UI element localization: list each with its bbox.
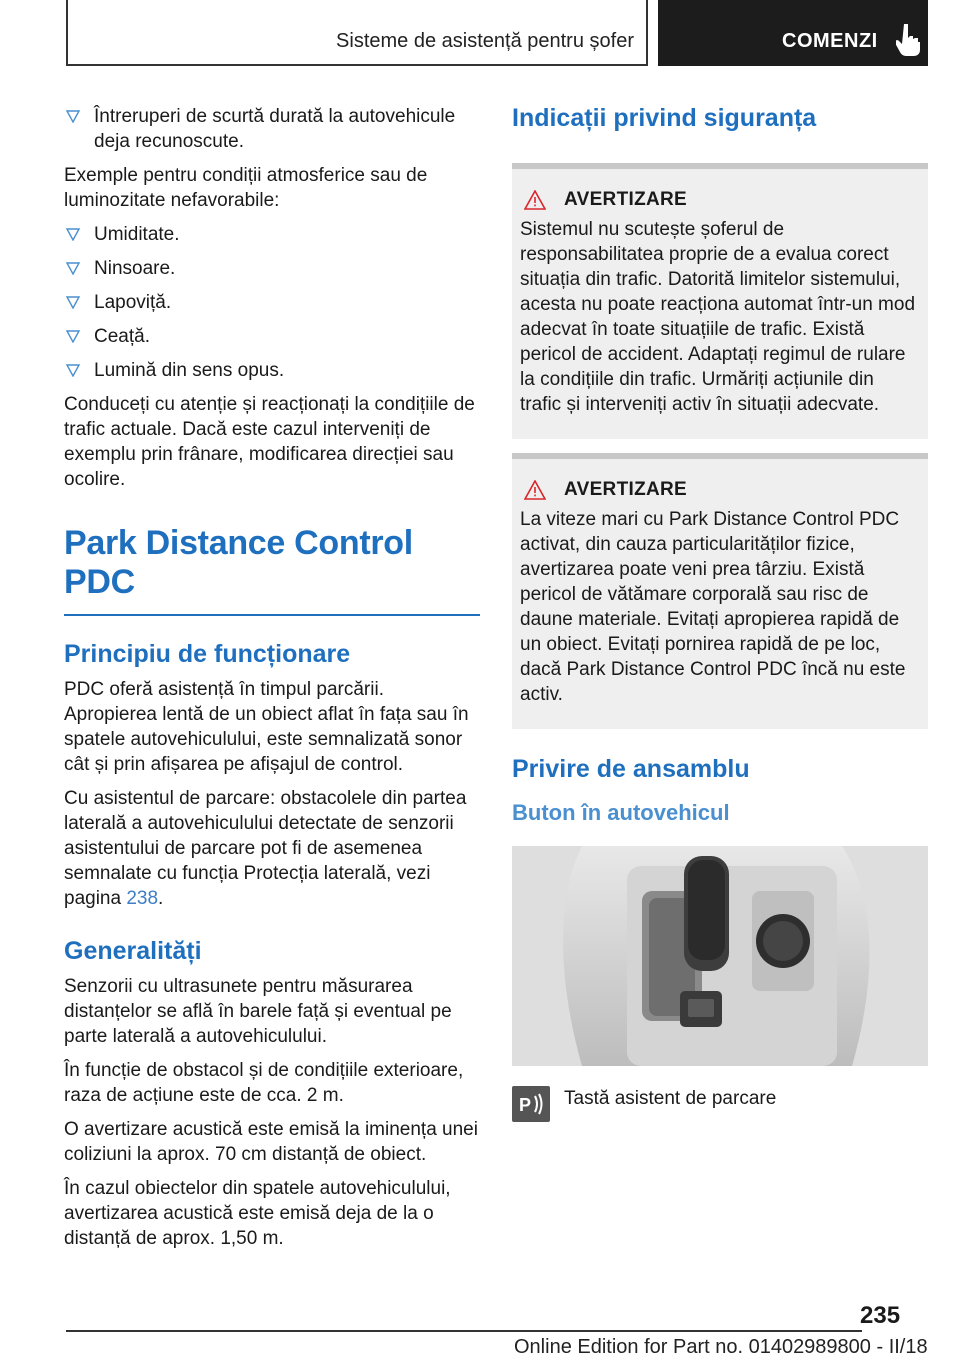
hand-pointer-icon [896, 22, 922, 56]
footer-edition: Online Edition for Part no. 01402989800 - II/18 [514, 1336, 928, 1358]
header-chapter-title: COMENZI [782, 30, 878, 52]
caption-text: Tastă asistent de parcare [564, 1088, 777, 1109]
list-item: Lapoviță. [64, 290, 480, 315]
subheading-principle: Principiu de funcționare [64, 640, 351, 668]
list-item: Umiditate. [64, 222, 480, 247]
list-item: Întreruperi de scurtă durată la autovehicule deja recunoscute. [64, 104, 480, 154]
header-chapter-box [658, 0, 928, 66]
warning-box [512, 453, 928, 729]
triangle-bullet-icon [66, 296, 80, 309]
header-section-box [66, 0, 648, 66]
list-item: Ceață. [64, 324, 480, 349]
subheading-button: Buton în autovehicul [512, 800, 730, 825]
warning-triangle-icon [524, 190, 546, 210]
right-column [512, 104, 928, 1115]
triangle-bullet-icon [66, 110, 80, 123]
warning-triangle-icon [524, 480, 546, 500]
warning-title: AVERTIZARE [564, 479, 687, 500]
parking-assistant-button-icon [512, 1086, 550, 1122]
paragraph-attention: Conduceți cu atenție și reacționați la condițiile de trafic actuale. Dacă este cazul interveniți de exemplu prin frânare, modificarea direcției sau ocolire. [64, 394, 475, 490]
svg-text:P: P [519, 1095, 532, 1115]
subheading-safety: Indicații privind siguranța [512, 104, 817, 132]
warning-text: La viteze mari cu Park Distance Control PDC activat, din cauza particularităților fizice, avertizarea poate veni prea târziu. Există pericol de vătămare corporală sau risc de daune materiale. Evitați apropierea rapidă de un obiect. Evitați pornirea rapidă de pe loc, dacă Park Distance Control PDC încă nu este activ. [520, 509, 906, 705]
left-column [64, 104, 480, 1260]
center-console-photo [512, 846, 928, 1066]
figure-caption [512, 1086, 928, 1115]
triangle-bullet-icon [66, 330, 80, 343]
paragraph-general-4: În cazul obiectelor din spatele autovehiculului, avertizarea acustică este emisă deja de la o distanță de aprox. 1,50 m. [64, 1178, 451, 1249]
paragraph-general-2: În funcție de obstacol și de condițiile exterioare, raza de acțiune este de cca. 2 m. [64, 1060, 464, 1106]
footer-divider [66, 1330, 862, 1332]
list-item: Ninsoare. [64, 256, 480, 281]
page-number: 235 [860, 1302, 901, 1329]
page-reference-link[interactable]: 238 [126, 888, 159, 909]
subheading-general: Generalități [64, 937, 202, 965]
warning-box [512, 163, 928, 439]
header-section-title: Sisteme de asistență pentru șofer [336, 30, 634, 52]
section-heading-pdc: Park Distance Control PDC [64, 524, 480, 616]
paragraph-parking-assistant: Cu asistentul de parcare: obstacolele din partea laterală a autovehiculului detectate de senzorii asistentului de parcare pot fi de asemenea semnalate cu funcția Protecția laterală, vezi pagina 238. [64, 788, 467, 909]
warning-text: Sistemul nu scutește șoferul de responsabilitatea proprie de a evalua corect situația din trafic. Datorită limitelor sistemului, acesta nu poate reacționa automat într-un mod adecvat în toate situațiile de trafic. Există pericol de accident. Adaptați regimul de rulare la condițiile din trafic. Urmăriți acțiunile din trafic și interveniți activ în situații adecvate. [520, 219, 916, 415]
triangle-bullet-icon [66, 262, 80, 275]
subheading-overview: Privire de ansamblu [512, 755, 750, 783]
triangle-bullet-icon [66, 364, 80, 377]
paragraph-weather-intro: Exemple pentru condiții atmosferice sau de luminozitate nefavorabile: [64, 165, 428, 211]
paragraph-general-3: O avertizare acustică este emisă la iminența unei coliziuni la aprox. 70 cm distanță de obiect. [64, 1119, 478, 1165]
warning-title: AVERTIZARE [564, 189, 687, 210]
paragraph-principle: PDC oferă asistență în timpul parcării. Apropierea lentă de un obiect aflat în fața sau în spatele autovehiculului, este semnalizată sonor cât și prin afișarea pe afișajul de control. [64, 679, 469, 775]
triangle-bullet-icon [66, 228, 80, 241]
paragraph-general-1: Senzorii cu ultrasunete pentru măsurarea distanțelor se află în barele față și eventual pe parte laterală a autovehiculului. [64, 976, 452, 1047]
list-item: Lumină din sens opus. [64, 358, 480, 383]
